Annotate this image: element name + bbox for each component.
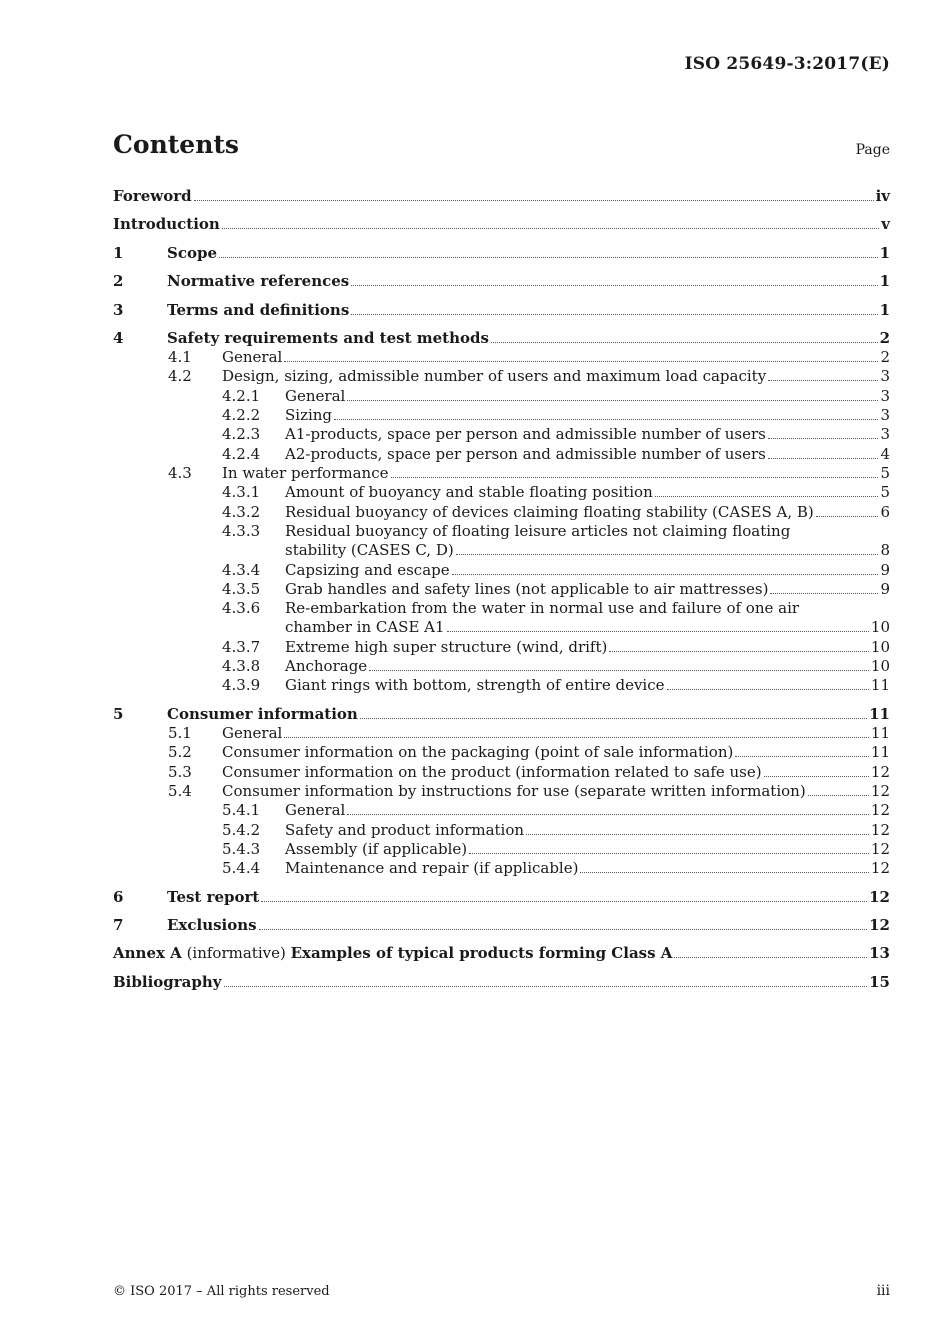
document-id: ISO 25649-3:2017(E): [684, 54, 890, 74]
dot-leader: [351, 284, 877, 286]
toc-entry-page: 4: [880, 445, 890, 463]
toc-entry-number: 5.4.2: [222, 821, 261, 839]
dot-leader: [369, 669, 869, 671]
toc-entry-number: 6: [113, 888, 124, 906]
toc-entry-page: 5: [880, 464, 890, 482]
toc-entry-number: 4.3.8: [222, 657, 261, 675]
toc-entry-title: Maintenance and repair (if applicable): [285, 859, 579, 877]
toc-entry-page: 5: [880, 483, 890, 501]
contents-heading: Contents: [113, 130, 240, 159]
toc-entry-title: Extreme high super structure (wind, drift): [285, 638, 608, 656]
toc-entry-title: Residual buoyancy of devices claiming floating stability (CASES A, B): [285, 503, 814, 521]
toc-entry-title: Bibliography: [113, 973, 222, 991]
toc-entry-number: 4.3.1: [222, 483, 261, 501]
toc-entry-title: Foreword: [113, 187, 192, 205]
toc-entry[interactable]: [113, 943, 890, 963]
toc-entry-page: 2: [880, 348, 890, 366]
toc-entry-title: Test report: [167, 888, 260, 906]
toc-entry-page: 15: [869, 973, 890, 991]
toc-entry[interactable]: [113, 463, 890, 483]
toc-entry[interactable]: [113, 271, 890, 291]
toc-entry[interactable]: [113, 800, 890, 820]
toc-entry[interactable]: [113, 424, 890, 444]
toc-entry-title: Amount of buoyancy and stable floating position: [285, 483, 653, 501]
toc-entry[interactable]: [113, 347, 890, 367]
toc-entry-title: Scope: [167, 244, 218, 262]
dot-leader: [347, 399, 878, 401]
toc-entry[interactable]: [113, 723, 890, 743]
toc-entry-number: 4.2: [168, 367, 192, 385]
toc-entry-number: 4.3: [168, 464, 192, 482]
dot-leader: [667, 688, 869, 690]
toc-entry[interactable]: [113, 482, 890, 502]
toc-entry-number: 2: [113, 272, 124, 290]
toc-entry-number: 4.2.1: [222, 387, 261, 405]
dot-leader: [469, 852, 869, 854]
toc-entry-title: Capsizing and escape: [285, 561, 450, 579]
toc-entry-page: 11: [870, 676, 890, 694]
dot-leader: [526, 833, 869, 835]
toc-entry-page: 10: [870, 638, 890, 656]
dot-leader: [334, 418, 878, 420]
toc-entry-page: 12: [869, 916, 890, 934]
toc-entry-title: stability (CASES C, D): [285, 541, 454, 559]
dot-leader: [452, 573, 879, 575]
toc-entry[interactable]: [113, 887, 890, 907]
toc-entry-title: Terms and definitions: [167, 301, 350, 319]
toc-entry-title: Sizing: [285, 406, 333, 424]
toc-entry-title: Re-embarkation from the water in normal use and failure of one air: [285, 599, 800, 617]
dot-leader: [219, 256, 878, 258]
toc-entry-title: General: [285, 801, 346, 819]
toc-entry[interactable]: [113, 502, 890, 522]
dot-leader: [456, 553, 879, 555]
toc-entry-number: 4.3.4: [222, 561, 261, 579]
toc-entry-number: 4.2.3: [222, 425, 261, 443]
toc-entry-title: Consumer information on the product (information related to safe use): [222, 763, 762, 781]
dot-leader: [259, 928, 868, 930]
toc-entry-title: [113, 943, 672, 963]
toc-entry[interactable]: [113, 243, 890, 263]
toc-entry-number: 4.2.4: [222, 445, 261, 463]
toc-entry[interactable]: [113, 915, 890, 935]
toc-entry-number: 5: [113, 705, 124, 723]
dot-leader: [224, 985, 868, 987]
dot-leader: [816, 515, 879, 517]
dot-leader: [391, 476, 879, 478]
dot-leader: [768, 457, 879, 459]
dot-leader: [764, 775, 869, 777]
toc-entry-title: Consumer information by instructions for use (separate written information): [222, 782, 806, 800]
toc-entry[interactable]: [113, 186, 890, 206]
dot-leader: [655, 495, 879, 497]
toc-entry-continuation[interactable]: [113, 540, 890, 560]
toc-entry-page: 12: [870, 801, 890, 819]
dot-leader: [284, 360, 878, 362]
toc-entry-title: Exclusions: [167, 916, 257, 934]
toc-entry-number: 5.4: [168, 782, 192, 800]
toc-entry-title: Safety and product information: [285, 821, 525, 839]
toc-entry[interactable]: [113, 300, 890, 320]
toc-entry-page: 12: [870, 763, 890, 781]
toc-entry-title: General: [222, 724, 283, 742]
toc-entry-number: 5.4.3: [222, 840, 261, 858]
toc-entry-number: 4.3.9: [222, 676, 261, 694]
toc-entry[interactable]: [113, 637, 890, 657]
dot-leader: [808, 794, 869, 796]
toc-entry-number: 4.3.3: [222, 522, 261, 540]
toc-entry-number: 3: [113, 301, 124, 319]
toc-entry[interactable]: [113, 675, 890, 695]
toc-entry-continuation[interactable]: [113, 617, 890, 637]
toc-entry-title: General: [285, 387, 346, 405]
toc-entry[interactable]: [113, 560, 890, 580]
toc-entry-title: General: [222, 348, 283, 366]
toc-entry-page: 11: [870, 743, 890, 761]
toc-entry-title: Consumer information on the packaging (point of sale information): [222, 743, 734, 761]
toc-entry[interactable]: [113, 328, 890, 348]
toc-entry-page: 9: [880, 561, 890, 579]
toc-entry-page: 3: [880, 367, 890, 385]
toc-entry[interactable]: [113, 781, 890, 801]
toc-entry[interactable]: [113, 858, 890, 878]
toc-entry[interactable]: [113, 214, 890, 234]
toc-entry-number: 4.3.5: [222, 580, 261, 598]
toc-entry-title: A2-products, space per person and admissible number of users: [285, 445, 766, 463]
toc-entry-number: 4.3.2: [222, 503, 261, 521]
toc-entry-title: chamber in CASE A1: [285, 618, 445, 636]
toc-entry-title: Normative references: [167, 272, 350, 290]
annex-title: Examples of typical products forming Class A: [290, 944, 673, 962]
toc-entry-number: 4.2.2: [222, 406, 261, 424]
toc-entry-page: 10: [870, 618, 890, 636]
dot-leader: [491, 341, 878, 343]
dot-leader: [770, 592, 878, 594]
toc-entry-page: 12: [870, 859, 890, 877]
toc-entry[interactable]: [113, 656, 890, 676]
annex-label: Annex A: [113, 944, 182, 962]
toc-entry[interactable]: [113, 742, 890, 762]
page-column-label: Page: [855, 142, 890, 158]
toc-entry-page: 12: [870, 782, 890, 800]
dot-leader: [351, 313, 877, 315]
toc-entry-page: 3: [880, 406, 890, 424]
toc-entry-number: 1: [113, 244, 124, 262]
toc-entry-number: 4.3.7: [222, 638, 261, 656]
toc-entry-number: 4: [113, 329, 124, 347]
toc-entry-page: 1: [879, 272, 890, 290]
toc-entry-number: 4.1: [168, 348, 192, 366]
toc-entry-title: Anchorage: [285, 657, 368, 675]
toc-entry-page: iv: [875, 187, 890, 205]
toc-entry-title: Residual buoyancy of floating leisure articles not claiming floating: [285, 522, 791, 540]
toc-entry-title: Consumer information: [167, 705, 358, 723]
toc-entry[interactable]: [113, 405, 890, 425]
toc-entry-page: 1: [879, 244, 890, 262]
toc-entry-page: 10: [870, 657, 890, 675]
toc-entry-page: 13: [869, 944, 890, 962]
toc-entry-number: 5.4.1: [222, 801, 261, 819]
toc-entry-title: A1-products, space per person and admissible number of users: [285, 425, 766, 443]
toc-entry-page: 12: [870, 821, 890, 839]
toc-entry-title: Design, sizing, admissible number of users and maximum load capacity: [222, 367, 767, 385]
dot-leader: [580, 871, 868, 873]
copyright-notice: © ISO 2017 – All rights reserved: [113, 1284, 330, 1299]
dot-leader: [360, 717, 867, 719]
toc-entry-page: 2: [879, 329, 890, 347]
toc-entry-title: In water performance: [222, 464, 389, 482]
toc-entry[interactable]: [113, 972, 890, 992]
toc-entry[interactable]: [113, 762, 890, 782]
toc-entry-title: Giant rings with bottom, strength of entire device: [285, 676, 665, 694]
dot-leader: [609, 650, 869, 652]
dot-leader: [674, 956, 867, 958]
dot-leader: [261, 900, 867, 902]
dot-leader: [284, 736, 869, 738]
toc-entry-page: 12: [870, 840, 890, 858]
toc-entry[interactable]: [113, 521, 890, 541]
dot-leader: [735, 755, 869, 757]
dot-leader: [347, 813, 869, 815]
toc-entry[interactable]: [113, 598, 890, 618]
toc-entry[interactable]: [113, 579, 890, 599]
toc-entry-number: 4.3.6: [222, 599, 261, 617]
toc-entry-page: 6: [880, 503, 890, 521]
toc-entry-number: 5.1: [168, 724, 192, 742]
toc-entry[interactable]: [113, 444, 890, 464]
toc-entry-page: 8: [880, 541, 890, 559]
toc-entry-page: v: [881, 215, 890, 233]
toc-entry-number: 5.3: [168, 763, 192, 781]
toc-entry-page: 3: [880, 425, 890, 443]
dot-leader: [768, 379, 878, 381]
toc-entry[interactable]: [113, 386, 890, 406]
toc-entry-number: 5.4.4: [222, 859, 261, 877]
toc-entry-page: 12: [869, 888, 890, 906]
toc-entry-number: 7: [113, 916, 124, 934]
toc-entry-title: Safety requirements and test methods: [167, 329, 489, 347]
toc-entry-page: 11: [869, 705, 890, 723]
dot-leader: [768, 437, 879, 439]
dot-leader: [222, 227, 879, 229]
toc-entry[interactable]: [113, 366, 890, 386]
annex-type: (informative): [181, 944, 291, 962]
toc-entry-page: 1: [879, 301, 890, 319]
page-number: iii: [876, 1283, 890, 1299]
dot-leader: [447, 630, 869, 632]
toc-entry-number: 5.2: [168, 743, 192, 761]
toc-entry-title: Grab handles and safety lines (not applicable to air mattresses): [285, 580, 769, 598]
toc-entry[interactable]: [113, 704, 890, 724]
toc-entry-page: 9: [880, 580, 890, 598]
toc-entry[interactable]: [113, 820, 890, 840]
toc-entry-page: 3: [880, 387, 890, 405]
toc-entry-title: Introduction: [113, 215, 220, 233]
toc-entry[interactable]: [113, 839, 890, 859]
toc-entry-page: 11: [870, 724, 890, 742]
toc-entry-title: Assembly (if applicable): [285, 840, 468, 858]
dot-leader: [194, 199, 874, 201]
